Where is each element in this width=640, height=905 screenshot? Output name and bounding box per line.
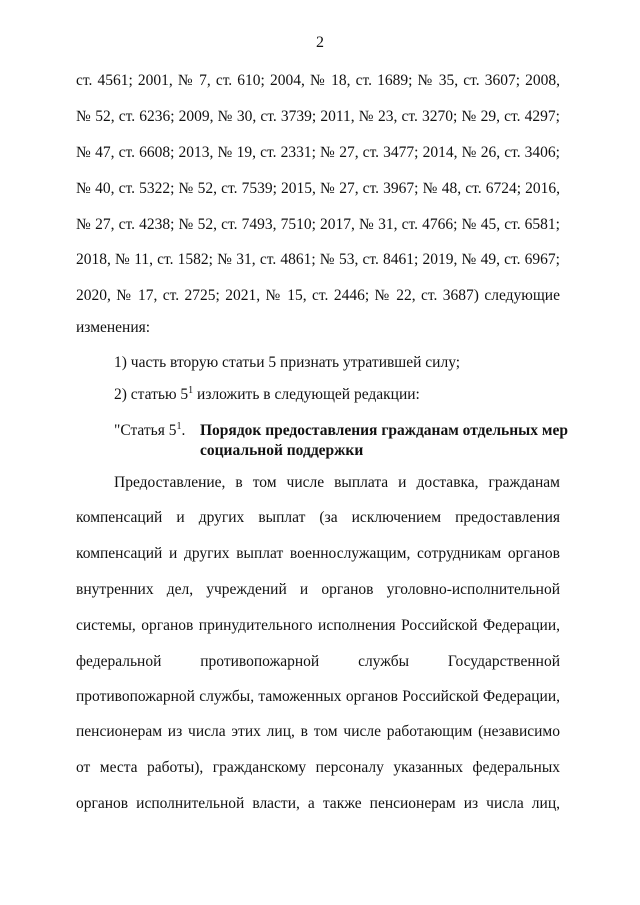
intro-line-2: № 52, ст. 6236; 2009, № 30, ст. 3739; 2011, № 23, ст. 3270; № 29, ст. 4297; xyxy=(76,108,560,125)
body-line-9: от места работы), гражданскому персоналу указанных федеральных xyxy=(76,759,560,776)
article-label-text: "Статья 5 xyxy=(114,422,177,439)
body-line-2: компенсаций и других выплат (за исключением предоставления xyxy=(76,509,560,526)
body-line-4: внутренних дел, учреждений и органов уголовно-исполнительной xyxy=(76,581,560,598)
intro-line-6: 2018, № 11, ст. 1582; № 31, ст. 4861; № 53, ст. 8461; 2019, № 49, ст. 6967; xyxy=(76,251,560,268)
body-line-6: федеральной противопожарной службы Государственной xyxy=(76,653,560,670)
list-item-2-text: 2) статью 5 xyxy=(114,386,189,403)
intro-line-4: № 40, ст. 5322; № 52, ст. 7539; 2015, № 27, ст. 3967; № 48, ст. 6724; 2016, xyxy=(76,180,560,197)
article-label-dot: . xyxy=(181,422,186,439)
article-label xyxy=(114,421,185,441)
intro-line-7: 2020, № 17, ст. 2725; 2021, № 15, ст. 2446; № 22, ст. 3687) следующие xyxy=(76,287,560,304)
body-line-8: пенсионерам из числа этих лиц, в том числе работающим (независимо xyxy=(76,723,560,740)
article-label-superscript: 1 xyxy=(176,420,182,432)
body-line-10: органов исполнительной власти, а также пенсионерам из числа лиц, xyxy=(76,795,560,812)
list-item-1: 1) часть вторую статьи 5 признать утратившей силу; xyxy=(114,354,461,371)
body-line-7: противопожарной службы, таможенных органов Российской Федерации, xyxy=(76,688,560,705)
intro-line-5: № 27, ст. 4238; № 52, ст. 7493, 7510; 2017, № 31, ст. 4766; № 45, ст. 6581; xyxy=(76,216,560,233)
list-item-2 xyxy=(114,385,560,405)
body-line-5: системы, органов принудительного исполнения Российской Федерации, xyxy=(76,617,560,634)
intro-line-1: ст. 4561; 2001, № 7, ст. 610; 2004, № 18, ст. 1689; № 35, ст. 3607; 2008, xyxy=(76,72,560,89)
article-title xyxy=(200,421,568,461)
article-title-line-1: Порядок предоставления гражданам отдельных мер xyxy=(200,422,568,439)
intro-line-3: № 47, ст. 6608; 2013, № 19, ст. 2331; № 27, ст. 3477; 2014, № 26, ст. 3406; xyxy=(76,144,560,161)
list-item-2-text-end: изложить в следующей редакции: xyxy=(193,386,420,403)
intro-line-8: изменения: xyxy=(76,319,151,336)
page-number: 2 xyxy=(316,34,324,51)
body-line-1: Предоставление, в том числе выплата и доставка, гражданам xyxy=(114,474,560,491)
body-line-3: компенсаций и других выплат военнослужащим, сотрудникам органов xyxy=(76,545,560,562)
list-item-2-superscript: 1 xyxy=(188,384,194,396)
article-title-line-2: социальной поддержки xyxy=(200,442,364,459)
